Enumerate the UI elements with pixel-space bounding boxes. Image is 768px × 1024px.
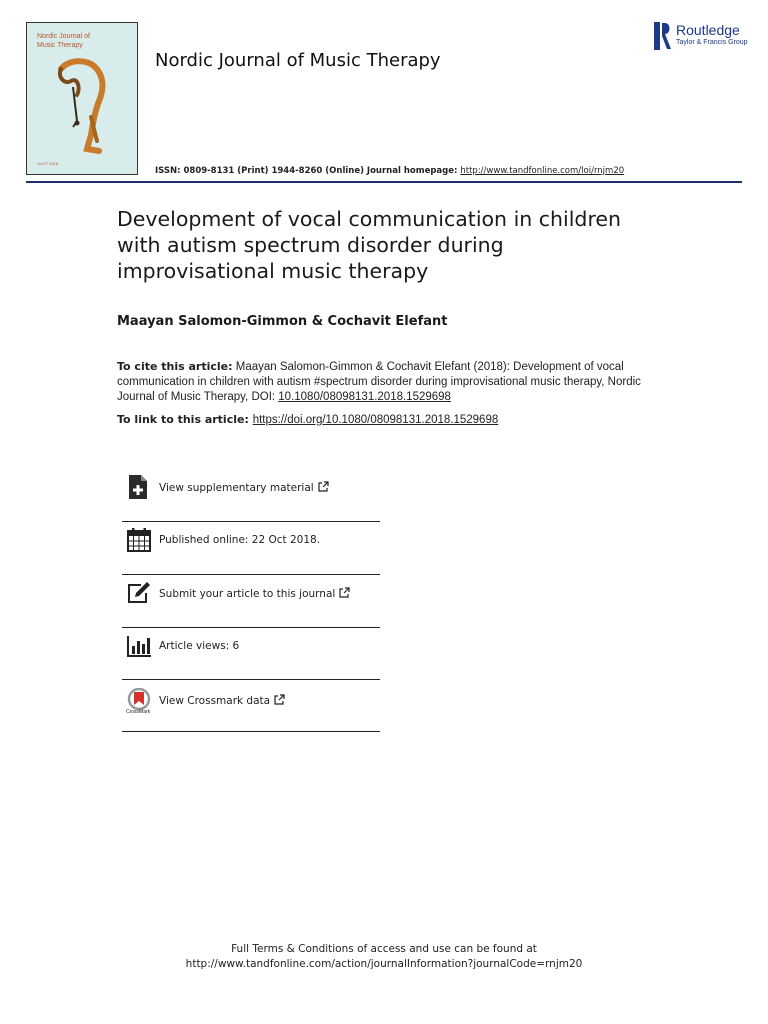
add-file-icon bbox=[127, 475, 151, 499]
cite-doi-link[interactable]: 10.1080/08098131.2018.1529698 bbox=[278, 391, 451, 403]
publisher-name: Routledge bbox=[676, 22, 740, 38]
header-divider bbox=[26, 181, 742, 183]
published-date: Published online: 22 Oct 2018. bbox=[159, 534, 321, 546]
journal-name[interactable]: Nordic Journal of Music Therapy bbox=[155, 50, 441, 71]
cover-title-line2: Music Therapy bbox=[37, 42, 83, 49]
issn-line bbox=[155, 166, 624, 176]
supplementary-label: View supplementary material bbox=[159, 482, 314, 494]
issn-text: ISSN: 0809-8131 (Print) 1944-8260 (Online) Journal homepage: bbox=[155, 166, 461, 176]
cite-text: Maayan Salomon-Gimmon & Cochavit Elefant (2018): Development of vocal communication in children with autism #spectrum disorder during improvisational music therapy, Nordic Journal of Music Therapy, DOI: bbox=[117, 361, 641, 403]
crossmark-link[interactable] bbox=[159, 694, 285, 707]
publisher-subtitle: Taylor & Francis Group bbox=[676, 39, 748, 46]
info-divider bbox=[122, 521, 380, 522]
article-title: Development of vocal communication in children with autism spectrum disorder during improvisational music therapy bbox=[117, 207, 622, 283]
external-link-icon bbox=[274, 694, 285, 705]
link-label: To link to this article: bbox=[117, 413, 253, 426]
article-doi-link[interactable]: https://doi.org/10.1080/08098131.2018.1529698 bbox=[252, 414, 499, 426]
cite-label: To cite this article: bbox=[117, 360, 233, 373]
info-divider bbox=[122, 574, 380, 575]
info-divider bbox=[122, 627, 380, 628]
crossmark-label: View Crossmark data bbox=[159, 695, 271, 707]
cover-title-line1: Nordic Journal of bbox=[37, 33, 90, 40]
cover-title bbox=[37, 32, 90, 50]
article-authors: Maayan Salomon-Gimmon & Cochavit Elefant bbox=[117, 314, 448, 329]
footer-terms-url[interactable]: http://www.tandfonline.com/action/journalInformation?journalCode=rnjm20 bbox=[185, 958, 583, 970]
article-views: Article views: 6 bbox=[159, 640, 240, 652]
submit-row[interactable] bbox=[122, 581, 380, 633]
published-row bbox=[122, 528, 380, 580]
external-link-icon bbox=[339, 587, 350, 598]
cover-figure-illustration bbox=[47, 57, 117, 157]
info-divider bbox=[122, 679, 380, 680]
crossmark-caption: CrossMark bbox=[126, 709, 151, 715]
submit-article-link[interactable] bbox=[159, 587, 350, 600]
journal-cover-image[interactable] bbox=[26, 22, 138, 175]
routledge-logo-icon bbox=[654, 22, 672, 50]
submit-label: Submit your article to this journal bbox=[159, 588, 336, 600]
supplementary-link[interactable] bbox=[159, 481, 329, 494]
info-divider bbox=[122, 731, 380, 732]
edit-icon bbox=[127, 581, 151, 605]
external-link-icon bbox=[318, 481, 329, 492]
crossmark-row[interactable] bbox=[122, 688, 380, 740]
journal-homepage-link[interactable]: http://www.tandfonline.com/loi/rnjm20 bbox=[460, 166, 625, 176]
link-block bbox=[117, 413, 498, 426]
bar-chart-icon bbox=[127, 634, 151, 658]
calendar-icon bbox=[127, 528, 151, 552]
citation-block bbox=[117, 359, 647, 405]
footer-terms-text: Full Terms & Conditions of access and use can be found at bbox=[231, 943, 537, 955]
supplementary-row[interactable] bbox=[122, 475, 380, 527]
cover-volume: Vol 27 2018 bbox=[37, 161, 59, 166]
